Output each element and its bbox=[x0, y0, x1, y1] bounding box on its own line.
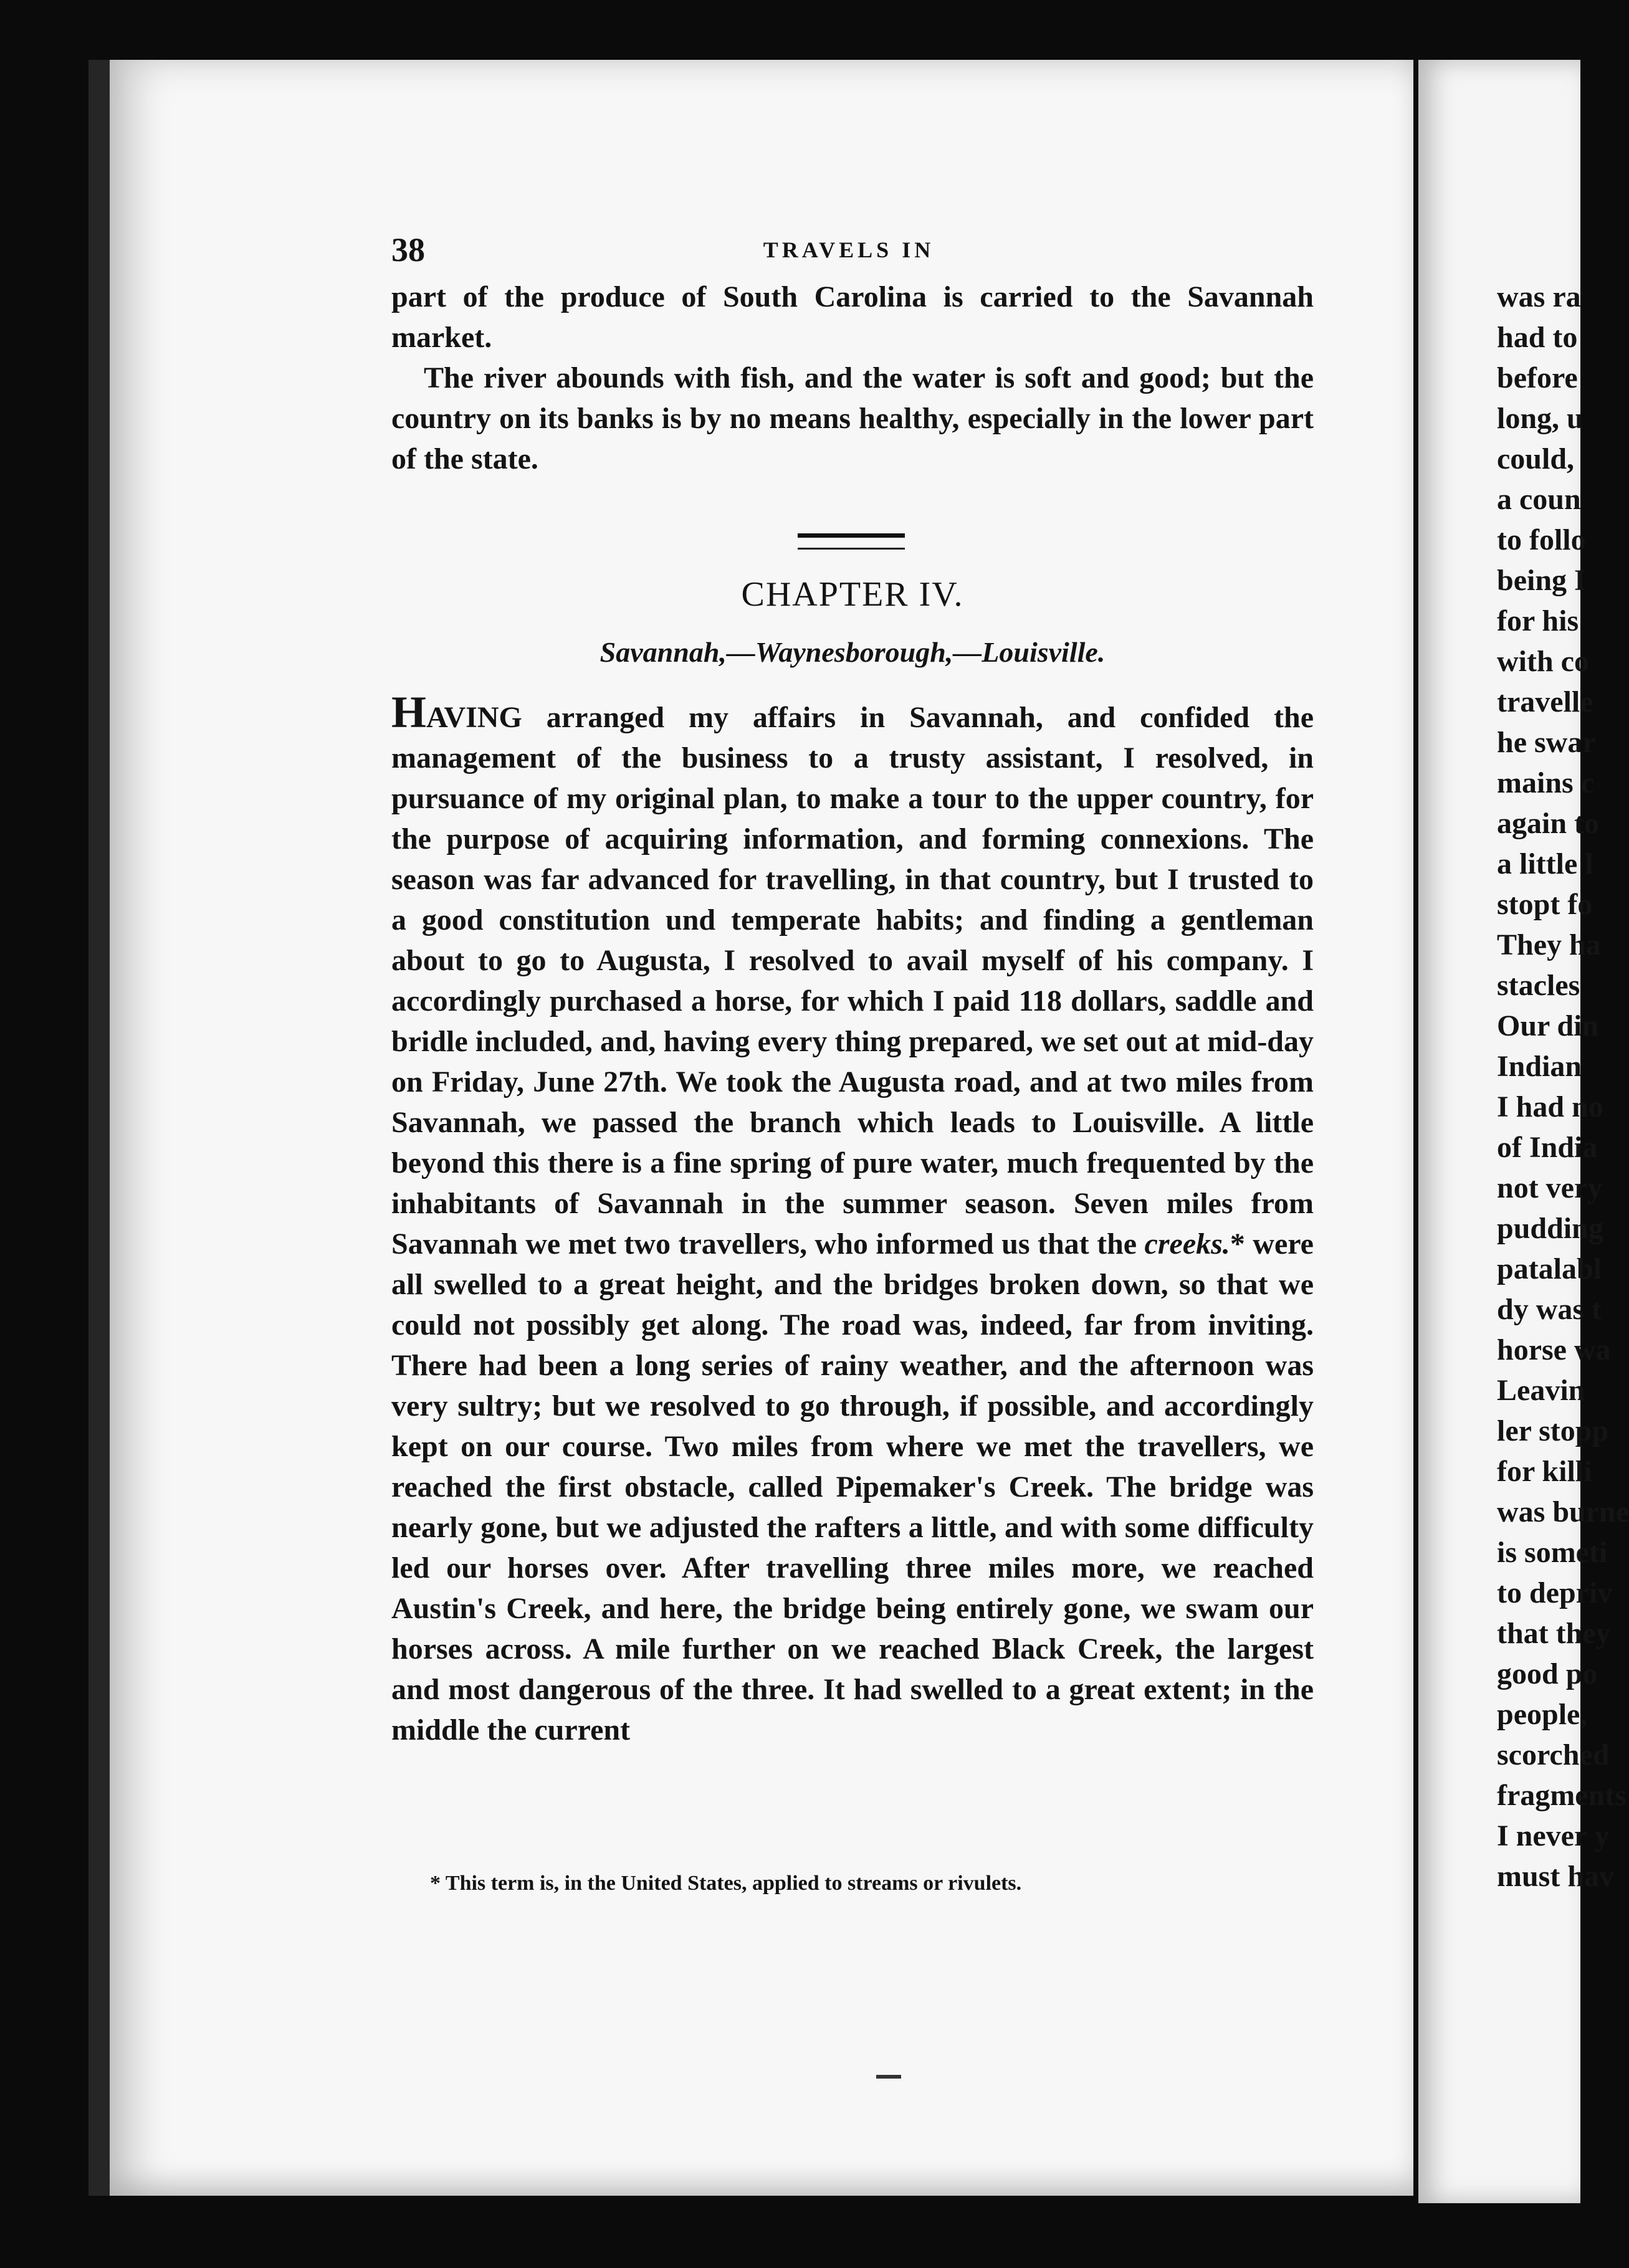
right-page-line: They ha bbox=[1497, 928, 1601, 961]
right-page-line: was ra bbox=[1497, 280, 1581, 313]
footnote: * This term is, in the United States, applied to streams or rivulets. bbox=[430, 1872, 1022, 1895]
chapter-body bbox=[391, 687, 1314, 1750]
right-page-line: dy was t bbox=[1497, 1293, 1602, 1326]
right-page-line: being I bbox=[1497, 564, 1586, 597]
right-page-line: was burne bbox=[1497, 1495, 1629, 1528]
italic-term: creeks. bbox=[1144, 1227, 1230, 1260]
section-divider bbox=[798, 533, 905, 550]
right-page-line: long, u bbox=[1497, 402, 1584, 435]
right-page-line: pudding bbox=[1497, 1212, 1603, 1245]
right-page-line: for his bbox=[1497, 604, 1579, 637]
right-page-line: a coun bbox=[1497, 483, 1581, 516]
chapter-paragraph bbox=[391, 687, 1314, 1750]
intro-text bbox=[391, 277, 1314, 479]
right-page-line: I had no bbox=[1497, 1090, 1603, 1123]
right-page-line: mains c bbox=[1497, 766, 1594, 799]
right-page-line: stacles bbox=[1497, 969, 1580, 1002]
page-number: 38 bbox=[391, 231, 425, 269]
right-page-line: again to bbox=[1497, 807, 1600, 840]
body-text: arranged my affairs in Savannah, and confided the management of the business to a trusty assistant, I resolved, in pursuance of my original plan, to make a tour to the upper country, for the purpose of acquiring information, and forming connexions. The season was far advanced for travelling, in that country, but I trusted to a good constitution und temperate habits; and finding a gentleman about to go to Augusta, I resolved to avail myself of his company. I accordingly purchased a horse, for which I paid 118 dollars, saddle and bridle included, and, having every thing prepared, we set out at mid-day on Friday, June 27th. We took the Augusta road, and at two miles from Savannah, we passed the branch which leads to Louisville. A little beyond this there is a fine spring of pure water, much frequented by the inhabitants of Savannah in the summer season. Seven miles from Savannah we met two travellers, who informed us that the bbox=[391, 701, 1314, 1260]
page-header bbox=[391, 231, 1306, 268]
right-page-line: Indian bbox=[1497, 1050, 1582, 1083]
right-page-line: travelle bbox=[1497, 685, 1593, 718]
right-page-line: patalabl bbox=[1497, 1252, 1602, 1285]
right-page-line: before bbox=[1497, 361, 1578, 394]
right-page-line: to follo bbox=[1497, 523, 1586, 556]
right-page-line: for killi bbox=[1497, 1455, 1592, 1488]
right-page-line: to depriv bbox=[1497, 1576, 1613, 1609]
drop-cap: H bbox=[391, 687, 427, 737]
right-page-line: fragments bbox=[1497, 1779, 1627, 1812]
right-page-line: good po bbox=[1497, 1657, 1598, 1690]
right-page-line: ler stopp bbox=[1497, 1414, 1609, 1447]
intro-paragraph-2: The river abounds with fish, and the water is soft and good; but the country on its banks is by no means healthy, especially in the lower part of the state. bbox=[391, 361, 1314, 475]
right-page-line: a little l bbox=[1497, 847, 1593, 880]
right-page-line: horse wa bbox=[1497, 1333, 1611, 1366]
right-page-line: with co bbox=[1497, 645, 1589, 678]
running-head: TRAVELS IN bbox=[763, 237, 935, 262]
chapter-title: CHAPTER IV. bbox=[741, 575, 964, 614]
right-page-line: Our din bbox=[1497, 1009, 1599, 1042]
page-mark bbox=[876, 2075, 901, 2079]
right-page-line: Leavin bbox=[1497, 1374, 1585, 1407]
first-word-rest: AVING bbox=[426, 701, 522, 734]
right-page-line: could, bbox=[1497, 442, 1575, 475]
right-page-line: that they bbox=[1497, 1617, 1611, 1650]
intro-paragraph-1: part of the produce of South Carolina is carried to the Savannah market. bbox=[391, 280, 1314, 354]
right-page-line: I never y bbox=[1497, 1819, 1610, 1852]
chapter-subtitle: Savannah,—Waynesborough,—Louisville. bbox=[600, 636, 1106, 668]
right-page-line: not very bbox=[1497, 1171, 1603, 1204]
right-page-line: scorched bbox=[1497, 1738, 1610, 1771]
right-page-line: stopt fo bbox=[1497, 888, 1593, 921]
body-text-continued: * were all swelled to a great height, and the bridges broken down, so that we could not possibly get along. The road was, indeed, far from inviting. There had been a long series of rainy weather, and the afternoon was very sultry; but we resolved to go through, if possible, and accordingly kept on our course. Two miles from where we met the travellers, we reached the first obstacle, called Pipemaker's Creek. The bridge was nearly gone, but we adjusted the rafters a little, and with some difficulty led our horses over. After travelling three miles more, we reached Austin's Creek, and here, the bridge being entirely gone, we swam our horses across. A mile further on we reached Black Creek, the largest and most dangerous of the three. It had swelled to a great extent; in the middle the current bbox=[391, 1227, 1314, 1746]
right-page-line: is someti bbox=[1497, 1536, 1608, 1569]
right-page-text bbox=[1497, 277, 1629, 1897]
right-page-line: of India bbox=[1497, 1131, 1598, 1164]
right-page-line: had to bbox=[1497, 321, 1578, 354]
right-page-line: he swar bbox=[1497, 726, 1596, 759]
right-page-line: must hav bbox=[1497, 1860, 1615, 1893]
right-page-line: people, bbox=[1497, 1698, 1588, 1731]
